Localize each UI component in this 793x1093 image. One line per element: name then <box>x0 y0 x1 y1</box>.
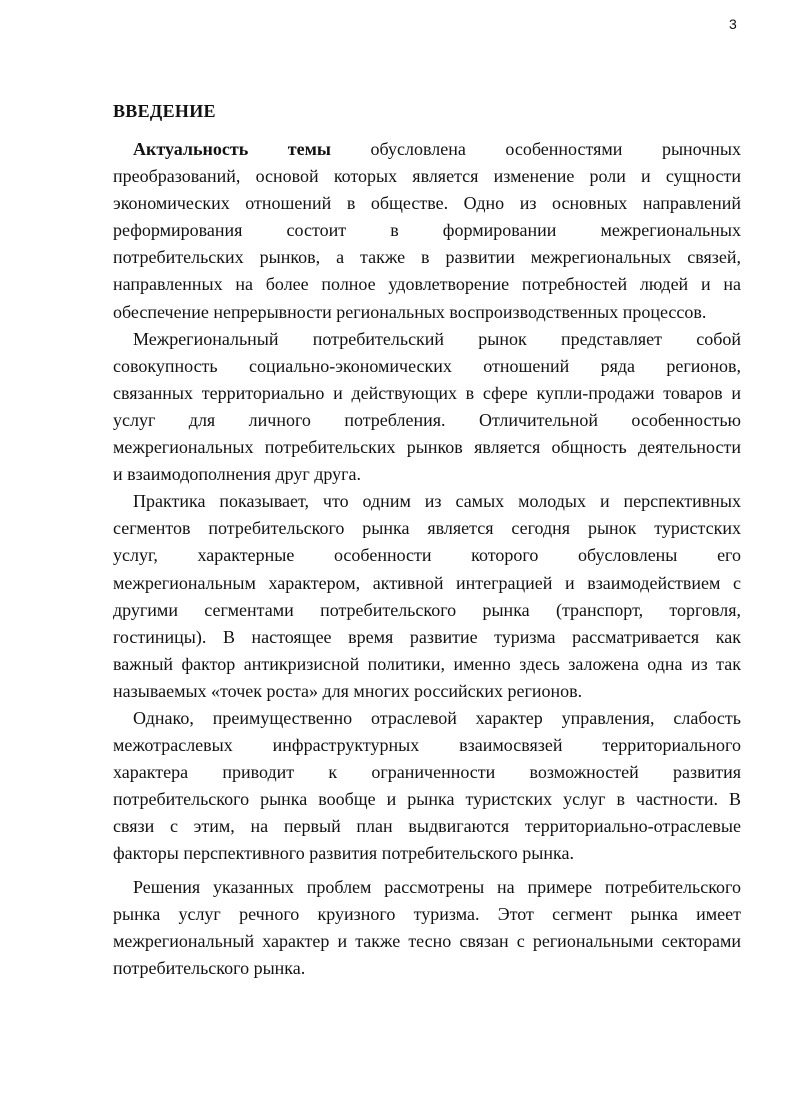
text-line: связанных территориально и действующих в сфере купли-продажи товаров и <box>113 382 741 403</box>
text-line: сегментов потребительского рынка является сегодня рынок туристских <box>113 518 741 539</box>
text-line: Практика показывает, что одним из самых молодых и перспективных <box>133 491 741 512</box>
text-line <box>113 136 741 163</box>
text-line: экономических отношений в обществе. Одно из основных направлений <box>113 193 741 214</box>
paragraph <box>113 874 741 982</box>
text-line: услуг для личного потребления. Отличительной особенностью <box>113 409 741 430</box>
text-line: потребительского рынка вообще и рынка туристских услуг в частности. В <box>113 789 741 810</box>
section-heading: ВВЕДЕНИЕ <box>113 101 216 121</box>
text-line: направленных на более полное удовлетворение потребностей людей и на <box>113 274 741 295</box>
text-line: межрегиональных потребительских рынков является общность деятельности <box>113 437 741 458</box>
text-line: услуг, характерные особенности которого обусловлены его <box>113 545 741 566</box>
line-text: обусловлена особенностями рыночных <box>330 139 741 159</box>
bold-lead-text: Актуальность темы <box>133 139 331 159</box>
text-line: Однако, преимущественно отраслевой характер управления, слабость <box>133 707 741 728</box>
text-line: и взаимодополнения друг друга. <box>113 464 362 485</box>
text-line: реформирования состоит в формировании межрегиональных <box>113 220 741 241</box>
text-line: факторы перспективного развития потребительского рынка. <box>113 843 574 864</box>
text-line: важный фактор антикризисной политики, именно здесь заложена одна из так <box>113 653 741 674</box>
text-line: другими сегментами потребительского рынка (транспорт, торговля, <box>113 599 741 620</box>
text-line: рынка услуг речного круизного туризма. Этот сегмент рынка имеет <box>113 903 741 924</box>
text-line: Решения указанных проблем рассмотрены на примере потребительского <box>133 876 741 897</box>
text-line: межотраслевых инфраструктурных взаимосвязей территориального <box>113 735 741 756</box>
paragraph <box>113 705 741 868</box>
text-line: потребительского рынка. <box>113 957 306 978</box>
paragraph <box>113 326 741 489</box>
text-line: преобразований, основой которых является изменение роли и сущности <box>113 166 741 187</box>
text-line: называемых «точек роста» для многих российских регионов. <box>113 680 583 701</box>
text-line: характера приводит к ограниченности возможностей развития <box>113 762 741 783</box>
paragraph <box>113 136 741 326</box>
text-line: гостиницы). В настоящее время развитие туризма рассматривается как <box>113 626 741 647</box>
text-line: Межрегиональный потребительский рынок представляет собой <box>133 328 741 349</box>
text-line: обеспечение непрерывности региональных воспроизводственных процессов. <box>113 301 707 322</box>
text-line: связи с этим, на первый план выдвигаются территориально-отраслевые <box>113 816 741 837</box>
paragraph <box>113 488 741 705</box>
text-line: потребительских рынков, а также в развитии межрегиональных связей, <box>113 247 741 268</box>
document-body <box>113 136 741 982</box>
page-number: 3 <box>729 16 737 32</box>
text-line: совокупность социально-экономических отношений ряда регионов, <box>113 355 741 376</box>
text-line: межрегиональным характером, активной интеграцией и взаимодействием с <box>113 572 741 593</box>
text-line: межрегиональный характер и также тесно связан с региональными секторами <box>113 930 741 951</box>
